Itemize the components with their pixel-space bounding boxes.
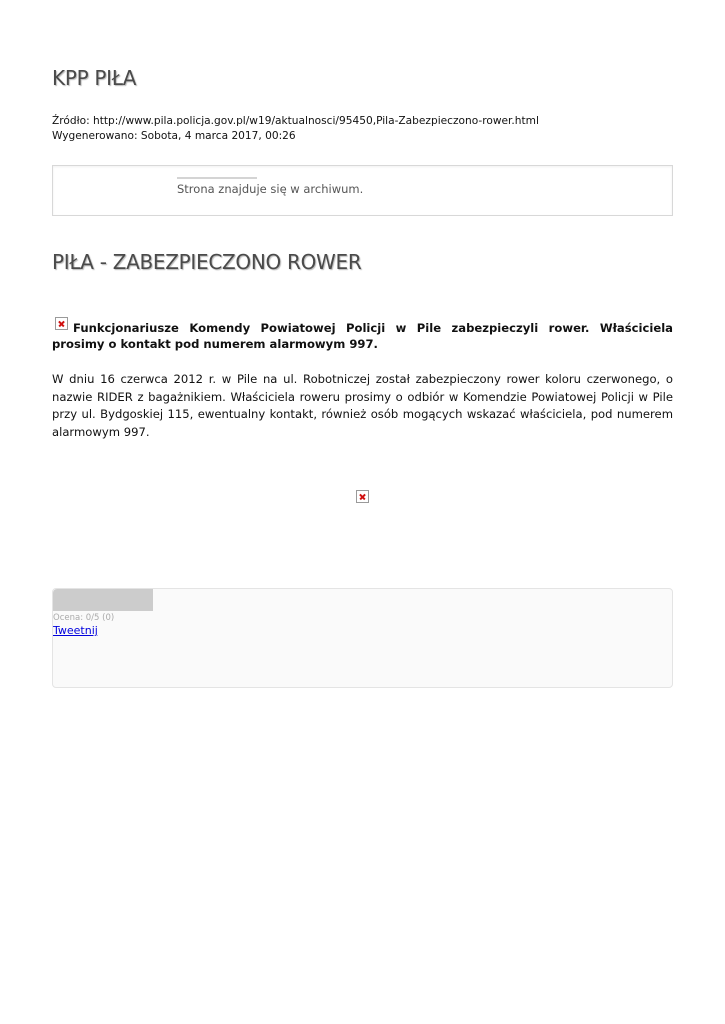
rating-box	[52, 588, 673, 688]
rating-text: Ocena: 0/5 (0)	[53, 613, 115, 623]
archive-notice	[52, 165, 673, 216]
article-image	[356, 487, 369, 506]
article-lead	[52, 320, 673, 352]
source-url: Źródło: http://www.pila.policja.gov.pl/w19/aktualnosci/95450,Pila-Zabezpieczono-rower.html	[52, 115, 539, 127]
tweet-link[interactable]: Tweetnij	[53, 624, 98, 637]
article-title: PIŁA - ZABEZPIECZONO ROWER	[52, 250, 362, 274]
document-meta	[52, 114, 539, 143]
generated-date: Wygenerowano: Sobota, 4 marca 2017, 00:26	[52, 129, 296, 142]
broken-image-icon	[55, 317, 68, 330]
archive-divider	[177, 177, 257, 179]
article-lead-text: Funkcjonariusze Komendy Powiatowej Policji w Pile zabezpieczyli rower. Właściciela prosimy o kontakt pod numerem alarmowym 997.	[52, 321, 673, 351]
broken-image-icon	[356, 490, 369, 503]
rating-bar[interactable]	[53, 589, 153, 611]
site-title: KPP PIŁA	[52, 66, 137, 90]
archive-message: Strona znajduje się w archiwum.	[177, 182, 364, 196]
article-body: W dniu 16 czerwca 2012 r. w Pile na ul. Robotniczej został zabezpieczony rower koloru czerwonego, o nazwie RIDER z bagażnikiem. Właściciela roweru prosimy o odbiór w Komendzie Powiatowej Policji w Pile przy ul. Bydgoskiej 115, ewentualny kontakt, również osób mogących wskazać właściciela, pod numerem alarmowym 997.	[52, 372, 673, 439]
